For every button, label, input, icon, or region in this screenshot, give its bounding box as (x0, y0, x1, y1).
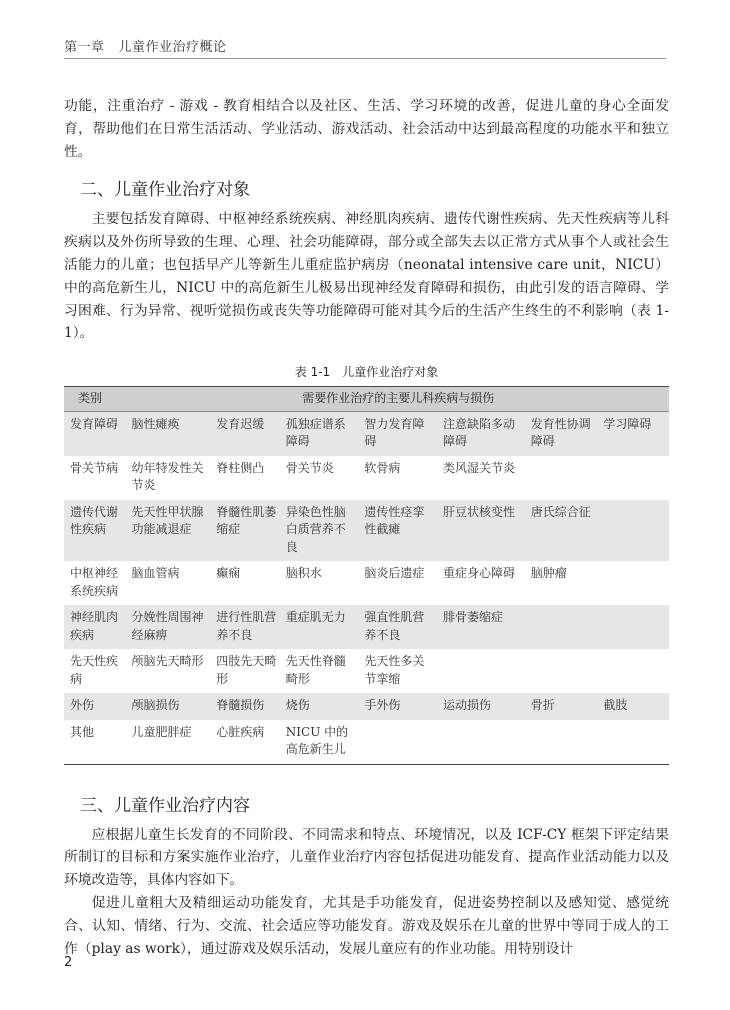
row-category: 遗传代谢性疾病 (64, 500, 128, 562)
table-row (64, 649, 669, 693)
row-cell: 脑血管病 (131, 566, 180, 581)
row-cell: 脊柱侧凸 (216, 460, 265, 475)
row-cell: 脊髓性肌萎缩症 (212, 500, 282, 562)
row-category: 外伤 (64, 693, 128, 720)
row-cell: 脑炎后遗症 (364, 566, 425, 581)
row-cell: 注意缺陷多动障碍 (439, 411, 527, 456)
row-cell (527, 456, 600, 500)
table-row (64, 605, 669, 649)
row-category: 骨关节病 (70, 460, 119, 475)
header-rule (64, 58, 666, 59)
section-3-paragraph-1: 应根据儿童生长发育的不同阶段、不同需求和特点、环境情况，以及 ICF-CY 框架下评定结果所制订的目标和方案实施作业治疗，儿童作业治疗内容包括促进功能发育、提高作业活动能力以及环境改造等，具体内容如下。 (64, 826, 669, 889)
row-cell: 截肢 (599, 693, 669, 720)
row-cell: 先天性脊髓畸形 (285, 654, 346, 686)
row-cell: 脊髓损伤 (212, 693, 282, 720)
table-row (64, 456, 669, 500)
section-3-heading: 三、儿童作业治疗内容 (80, 795, 250, 816)
disease-table (64, 386, 669, 765)
page-number: 2 (64, 955, 73, 970)
row-category: 神经肌肉疾病 (64, 605, 128, 649)
table-row (64, 500, 669, 562)
section-2-heading: 二、儿童作业治疗对象 (80, 180, 250, 201)
row-cell: 癫痫 (216, 566, 241, 581)
row-cell: 遗传性痉挛性截瘫 (360, 500, 439, 562)
row-cell (599, 561, 669, 605)
row-cell: 运动损伤 (439, 693, 527, 720)
row-cell: 手外伤 (360, 693, 439, 720)
row-cell: 类风湿关节炎 (443, 460, 516, 475)
row-cell: 脑性瘫痪 (128, 411, 213, 456)
row-cell (527, 649, 600, 693)
page-body (64, 95, 669, 960)
section-3-paragraph-2: 促进儿童粗大及精细运动功能发育，尤其是手功能发育，促进姿势控制以及感知觉、感觉统合、认知、情绪、行为、交流、社会适应等功能发育。游戏及娱乐在儿童的世界中等同于成人的工作（play as work），通过游戏及娱乐活动，发展儿童应有的作业功能。用特别设计 (64, 895, 669, 957)
row-category: 先天性疾病 (70, 654, 119, 686)
row-category: 发育障碍 (64, 411, 128, 456)
table-row (64, 411, 669, 456)
row-cell: 腓骨萎缩症 (439, 605, 527, 649)
row-cell: 学习障碍 (599, 411, 669, 456)
row-cell: 智力发育障碍 (360, 411, 439, 456)
row-cell: 烧伤 (282, 693, 361, 720)
row-cell: 颅脑损伤 (128, 693, 213, 720)
table-row (64, 561, 669, 605)
row-cell (599, 500, 669, 562)
row-cell (599, 720, 669, 765)
chapter-title: 儿童作业治疗概论 (118, 40, 227, 55)
row-cell: 脑积水 (285, 566, 322, 581)
row-cell (360, 720, 439, 765)
intro-paragraph: 功能，注重治疗 - 游戏 - 教育相结合以及社区、生活、学习环境的改善，促进儿童的身心全面发育，帮助他们在日常生活活动、学业活动、游戏活动、社会活动中达到最高程度的功能水平和独立性。 (64, 98, 669, 160)
row-cell: 四肢先天畸形 (216, 654, 277, 686)
row-cell: 心脏疾病 (216, 724, 265, 739)
row-cell: 幼年特发性关节炎 (131, 460, 204, 493)
row-cell: 发育迟缓 (212, 411, 282, 456)
row-cell (439, 649, 527, 693)
row-cell: 先天性甲状腺功能减退症 (128, 500, 213, 562)
row-category: 中枢神经系统疾病 (70, 566, 119, 598)
header-category: 类别 (64, 387, 128, 412)
running-header (64, 36, 227, 55)
table-body (64, 411, 669, 764)
row-cell: 发育性协调障碍 (527, 411, 600, 456)
row-cell: 孤独症谱系障碍 (282, 411, 361, 456)
row-cell: 骨折 (527, 693, 600, 720)
row-cell: 先天性多关节挛缩 (364, 654, 425, 686)
row-cell: 重症肌无力 (282, 605, 361, 649)
row-cell (599, 605, 669, 649)
chapter-label: 第一章 (64, 40, 105, 55)
row-cell: 分娩性周围神经麻痹 (128, 605, 213, 649)
row-cell (527, 605, 600, 649)
row-cell: 儿童肥胖症 (131, 724, 192, 739)
row-category: 其他 (70, 724, 95, 739)
row-cell: 脑肿瘤 (530, 566, 567, 581)
table-row (64, 693, 669, 720)
table-caption: 表 1-1 儿童作业治疗对象 (294, 365, 439, 380)
row-cell: 强直性肌营养不良 (360, 605, 439, 649)
table-header-row (64, 387, 669, 412)
section-2-paragraph: 主要包括发育障碍、中枢神经系统疾病、神经肌肉疾病、遗传代谢性疾病、先天性疾病等儿科疾病以及外伤所导致的生理、心理、社会功能障碍，部分或全部失去以正常方式从事个人或社会生活能力的儿童；也包括早产儿等新生儿重症监护病房（neonatal intensive care unit，NICU）中的高危新生儿，NICU 中的高危新生儿极易出现神经发育障碍和损伤，由此引发的语言障碍、学习困难、行为异常、视听觉损伤或丧失等功能障碍可能对其今后的生活产生终生的不利影响（表 1-1）。 (64, 211, 669, 342)
row-cell: 颅脑先天畸形 (131, 654, 204, 669)
row-cell: 唐氏综合征 (527, 500, 600, 562)
row-cell (599, 649, 669, 693)
row-cell: NICU 中的高危新生儿 (285, 724, 349, 757)
row-cell: 骨关节炎 (285, 460, 334, 475)
row-cell: 进行性肌营养不良 (212, 605, 282, 649)
row-cell: 肝豆状核变性 (439, 500, 527, 562)
table-row (64, 720, 669, 765)
header-diseases: 需要作业治疗的主要儿科疾病与损伤 (128, 387, 669, 412)
row-cell (599, 456, 669, 500)
row-cell: 重症身心障碍 (443, 566, 516, 581)
row-cell (527, 720, 600, 765)
row-cell (439, 720, 527, 765)
row-cell: 软骨病 (364, 460, 401, 475)
row-cell: 异染色性脑白质营养不良 (282, 500, 361, 562)
